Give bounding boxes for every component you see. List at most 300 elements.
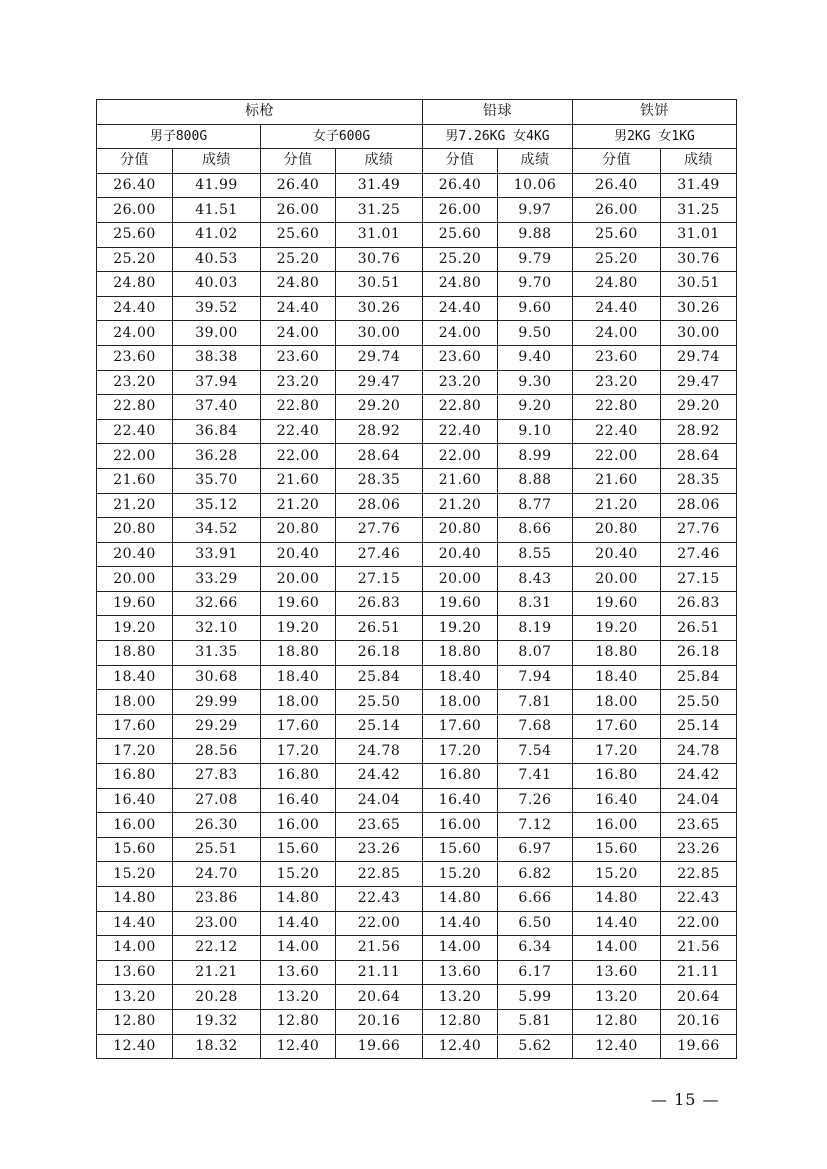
score-cell: 25.60 bbox=[97, 222, 173, 247]
col-header-result: 成绩 bbox=[336, 149, 423, 174]
result-cell: 9.88 bbox=[498, 222, 573, 247]
score-cell: 15.20 bbox=[423, 862, 498, 887]
result-cell: 31.49 bbox=[661, 173, 737, 198]
result-cell: 29.20 bbox=[336, 395, 423, 420]
result-cell: 29.99 bbox=[173, 690, 261, 715]
score-cell: 18.00 bbox=[261, 690, 336, 715]
result-cell: 27.15 bbox=[661, 567, 737, 592]
score-cell: 22.40 bbox=[97, 419, 173, 444]
result-cell: 25.14 bbox=[661, 714, 737, 739]
result-cell: 31.25 bbox=[661, 198, 737, 223]
score-cell: 25.20 bbox=[423, 247, 498, 272]
table-row bbox=[97, 616, 737, 641]
score-cell: 20.80 bbox=[573, 518, 661, 543]
result-cell: 9.40 bbox=[498, 345, 573, 370]
result-cell: 9.70 bbox=[498, 272, 573, 297]
result-cell: 18.32 bbox=[173, 1034, 261, 1059]
result-cell: 6.82 bbox=[498, 862, 573, 887]
score-cell: 20.40 bbox=[97, 542, 173, 567]
result-cell: 19.66 bbox=[336, 1034, 423, 1059]
result-cell: 23.65 bbox=[336, 813, 423, 838]
score-cell: 24.00 bbox=[261, 321, 336, 346]
score-cell: 23.60 bbox=[97, 345, 173, 370]
score-cell: 25.60 bbox=[573, 222, 661, 247]
subheader-row bbox=[97, 124, 737, 149]
score-cell: 16.80 bbox=[423, 764, 498, 789]
table-row bbox=[97, 493, 737, 518]
result-cell: 29.74 bbox=[661, 345, 737, 370]
result-cell: 9.60 bbox=[498, 296, 573, 321]
result-cell: 30.26 bbox=[661, 296, 737, 321]
result-cell: 21.56 bbox=[661, 936, 737, 961]
result-cell: 6.50 bbox=[498, 911, 573, 936]
score-cell: 15.20 bbox=[573, 862, 661, 887]
score-cell: 26.40 bbox=[261, 173, 336, 198]
score-cell: 24.40 bbox=[261, 296, 336, 321]
score-cell: 26.00 bbox=[573, 198, 661, 223]
score-cell: 16.80 bbox=[97, 764, 173, 789]
result-cell: 7.26 bbox=[498, 788, 573, 813]
score-cell: 15.60 bbox=[97, 837, 173, 862]
score-cell: 23.60 bbox=[261, 345, 336, 370]
result-cell: 38.38 bbox=[173, 345, 261, 370]
table-row bbox=[97, 321, 737, 346]
result-cell: 6.97 bbox=[498, 837, 573, 862]
result-cell: 26.51 bbox=[661, 616, 737, 641]
score-cell: 19.20 bbox=[573, 616, 661, 641]
result-cell: 6.17 bbox=[498, 960, 573, 985]
score-cell: 18.00 bbox=[423, 690, 498, 715]
result-cell: 9.50 bbox=[498, 321, 573, 346]
score-cell: 18.00 bbox=[573, 690, 661, 715]
score-cell: 16.80 bbox=[261, 764, 336, 789]
result-cell: 28.92 bbox=[336, 419, 423, 444]
score-cell: 21.60 bbox=[97, 468, 173, 493]
col-header-result: 成绩 bbox=[173, 149, 261, 174]
table-row bbox=[97, 542, 737, 567]
score-cell: 19.60 bbox=[423, 591, 498, 616]
result-cell: 24.42 bbox=[661, 764, 737, 789]
result-cell: 29.47 bbox=[336, 370, 423, 395]
score-cell: 16.40 bbox=[261, 788, 336, 813]
result-cell: 24.04 bbox=[336, 788, 423, 813]
result-cell: 20.16 bbox=[336, 1009, 423, 1034]
result-cell: 5.62 bbox=[498, 1034, 573, 1059]
score-cell: 13.20 bbox=[573, 985, 661, 1010]
result-cell: 33.91 bbox=[173, 542, 261, 567]
col-header-score: 分值 bbox=[97, 149, 173, 174]
result-cell: 7.41 bbox=[498, 764, 573, 789]
result-cell: 21.11 bbox=[336, 960, 423, 985]
result-cell: 22.43 bbox=[661, 887, 737, 912]
result-cell: 8.19 bbox=[498, 616, 573, 641]
table-row bbox=[97, 665, 737, 690]
score-cell: 18.40 bbox=[573, 665, 661, 690]
result-cell: 25.84 bbox=[336, 665, 423, 690]
result-cell: 29.29 bbox=[173, 714, 261, 739]
score-cell: 16.00 bbox=[423, 813, 498, 838]
score-cell: 16.80 bbox=[573, 764, 661, 789]
result-cell: 40.53 bbox=[173, 247, 261, 272]
score-cell: 13.20 bbox=[423, 985, 498, 1010]
score-cell: 24.80 bbox=[261, 272, 336, 297]
result-cell: 22.85 bbox=[336, 862, 423, 887]
table-row bbox=[97, 714, 737, 739]
score-cell: 20.00 bbox=[97, 567, 173, 592]
score-cell: 24.00 bbox=[97, 321, 173, 346]
table-row bbox=[97, 837, 737, 862]
score-cell: 20.00 bbox=[261, 567, 336, 592]
score-cell: 18.40 bbox=[423, 665, 498, 690]
score-cell: 17.60 bbox=[97, 714, 173, 739]
result-cell: 33.29 bbox=[173, 567, 261, 592]
score-cell: 23.20 bbox=[97, 370, 173, 395]
result-cell: 8.43 bbox=[498, 567, 573, 592]
table-row bbox=[97, 764, 737, 789]
table-row bbox=[97, 370, 737, 395]
result-cell: 8.77 bbox=[498, 493, 573, 518]
score-cell: 17.60 bbox=[423, 714, 498, 739]
result-cell: 6.66 bbox=[498, 887, 573, 912]
score-cell: 22.40 bbox=[261, 419, 336, 444]
score-cell: 15.60 bbox=[573, 837, 661, 862]
result-cell: 22.85 bbox=[661, 862, 737, 887]
score-cell: 14.00 bbox=[261, 936, 336, 961]
result-cell: 8.88 bbox=[498, 468, 573, 493]
result-cell: 27.15 bbox=[336, 567, 423, 592]
result-cell: 7.81 bbox=[498, 690, 573, 715]
score-cell: 24.80 bbox=[423, 272, 498, 297]
result-cell: 9.79 bbox=[498, 247, 573, 272]
score-cell: 14.80 bbox=[261, 887, 336, 912]
result-cell: 30.68 bbox=[173, 665, 261, 690]
result-cell: 30.51 bbox=[336, 272, 423, 297]
score-cell: 24.80 bbox=[97, 272, 173, 297]
result-cell: 28.35 bbox=[336, 468, 423, 493]
result-cell: 41.02 bbox=[173, 222, 261, 247]
result-cell: 35.12 bbox=[173, 493, 261, 518]
score-cell: 21.60 bbox=[261, 468, 336, 493]
score-cell: 26.00 bbox=[423, 198, 498, 223]
col-header-result: 成绩 bbox=[661, 149, 737, 174]
score-cell: 20.80 bbox=[423, 518, 498, 543]
result-cell: 31.25 bbox=[336, 198, 423, 223]
result-cell: 24.78 bbox=[336, 739, 423, 764]
table-row bbox=[97, 985, 737, 1010]
score-cell: 20.80 bbox=[97, 518, 173, 543]
result-cell: 30.00 bbox=[336, 321, 423, 346]
result-cell: 21.56 bbox=[336, 936, 423, 961]
score-cell: 20.00 bbox=[573, 567, 661, 592]
score-cell: 16.40 bbox=[573, 788, 661, 813]
column-header-row bbox=[97, 149, 737, 174]
shot-put-weights: 男7.26KG 女4KG bbox=[423, 124, 573, 149]
result-cell: 31.35 bbox=[173, 641, 261, 666]
result-cell: 9.30 bbox=[498, 370, 573, 395]
score-cell: 18.80 bbox=[573, 641, 661, 666]
score-cell: 12.80 bbox=[573, 1009, 661, 1034]
score-cell: 14.40 bbox=[423, 911, 498, 936]
score-cell: 12.40 bbox=[573, 1034, 661, 1059]
javelin-men-800g: 男子800G bbox=[97, 124, 261, 149]
score-cell: 18.80 bbox=[423, 641, 498, 666]
score-cell: 21.20 bbox=[97, 493, 173, 518]
score-cell: 14.80 bbox=[97, 887, 173, 912]
score-cell: 18.40 bbox=[97, 665, 173, 690]
score-cell: 17.20 bbox=[573, 739, 661, 764]
result-cell: 9.97 bbox=[498, 198, 573, 223]
result-cell: 8.07 bbox=[498, 641, 573, 666]
result-cell: 29.74 bbox=[336, 345, 423, 370]
score-cell: 17.60 bbox=[573, 714, 661, 739]
result-cell: 24.78 bbox=[661, 739, 737, 764]
table-row bbox=[97, 960, 737, 985]
result-cell: 21.11 bbox=[661, 960, 737, 985]
result-cell: 24.70 bbox=[173, 862, 261, 887]
col-header-result: 成绩 bbox=[498, 149, 573, 174]
table-row bbox=[97, 173, 737, 198]
score-cell: 21.60 bbox=[573, 468, 661, 493]
score-cell: 22.00 bbox=[261, 444, 336, 469]
result-cell: 28.56 bbox=[173, 739, 261, 764]
score-cell: 21.60 bbox=[423, 468, 498, 493]
table-row bbox=[97, 296, 737, 321]
score-cell: 15.60 bbox=[261, 837, 336, 862]
score-cell: 18.00 bbox=[97, 690, 173, 715]
result-cell: 27.46 bbox=[336, 542, 423, 567]
result-cell: 23.65 bbox=[661, 813, 737, 838]
table-row bbox=[97, 345, 737, 370]
score-cell: 20.80 bbox=[261, 518, 336, 543]
result-cell: 22.00 bbox=[661, 911, 737, 936]
result-cell: 41.99 bbox=[173, 173, 261, 198]
score-cell: 22.40 bbox=[423, 419, 498, 444]
score-cell: 26.40 bbox=[423, 173, 498, 198]
score-cell: 14.00 bbox=[423, 936, 498, 961]
table-row bbox=[97, 518, 737, 543]
score-cell: 16.40 bbox=[423, 788, 498, 813]
result-cell: 24.04 bbox=[661, 788, 737, 813]
score-cell: 12.40 bbox=[261, 1034, 336, 1059]
table-row bbox=[97, 862, 737, 887]
table-row bbox=[97, 1034, 737, 1059]
score-cell: 13.60 bbox=[573, 960, 661, 985]
result-cell: 26.83 bbox=[336, 591, 423, 616]
score-cell: 16.00 bbox=[573, 813, 661, 838]
result-cell: 31.49 bbox=[336, 173, 423, 198]
score-cell: 18.40 bbox=[261, 665, 336, 690]
score-cell: 21.20 bbox=[423, 493, 498, 518]
table-row bbox=[97, 198, 737, 223]
table-row bbox=[97, 222, 737, 247]
score-cell: 22.00 bbox=[97, 444, 173, 469]
score-cell: 22.00 bbox=[423, 444, 498, 469]
score-cell: 14.00 bbox=[573, 936, 661, 961]
result-cell: 36.28 bbox=[173, 444, 261, 469]
score-cell: 20.40 bbox=[573, 542, 661, 567]
score-cell: 12.80 bbox=[423, 1009, 498, 1034]
score-cell: 26.40 bbox=[97, 173, 173, 198]
score-cell: 24.00 bbox=[423, 321, 498, 346]
result-cell: 30.26 bbox=[336, 296, 423, 321]
result-cell: 23.00 bbox=[173, 911, 261, 936]
result-cell: 6.34 bbox=[498, 936, 573, 961]
result-cell: 22.43 bbox=[336, 887, 423, 912]
table-row bbox=[97, 395, 737, 420]
score-cell: 19.20 bbox=[97, 616, 173, 641]
score-cell: 15.20 bbox=[97, 862, 173, 887]
result-cell: 30.00 bbox=[661, 321, 737, 346]
score-cell: 13.60 bbox=[97, 960, 173, 985]
score-cell: 17.60 bbox=[261, 714, 336, 739]
table-row bbox=[97, 272, 737, 297]
result-cell: 27.83 bbox=[173, 764, 261, 789]
table-row bbox=[97, 567, 737, 592]
event-javelin: 标枪 bbox=[97, 100, 423, 125]
result-cell: 8.99 bbox=[498, 444, 573, 469]
result-cell: 36.84 bbox=[173, 419, 261, 444]
result-cell: 31.01 bbox=[661, 222, 737, 247]
score-table bbox=[96, 99, 737, 1059]
table-row bbox=[97, 739, 737, 764]
result-cell: 27.76 bbox=[336, 518, 423, 543]
score-cell: 19.60 bbox=[573, 591, 661, 616]
score-cell: 22.40 bbox=[573, 419, 661, 444]
result-cell: 7.12 bbox=[498, 813, 573, 838]
result-cell: 35.70 bbox=[173, 468, 261, 493]
result-cell: 25.50 bbox=[336, 690, 423, 715]
result-cell: 19.66 bbox=[661, 1034, 737, 1059]
result-cell: 24.42 bbox=[336, 764, 423, 789]
result-cell: 23.26 bbox=[661, 837, 737, 862]
score-cell: 23.60 bbox=[423, 345, 498, 370]
score-cell: 23.60 bbox=[573, 345, 661, 370]
result-cell: 5.99 bbox=[498, 985, 573, 1010]
table-row bbox=[97, 591, 737, 616]
result-cell: 28.06 bbox=[661, 493, 737, 518]
result-cell: 30.51 bbox=[661, 272, 737, 297]
event-shot-put: 铅球 bbox=[423, 100, 573, 125]
score-cell: 14.40 bbox=[261, 911, 336, 936]
score-cell: 19.20 bbox=[261, 616, 336, 641]
score-cell: 21.20 bbox=[261, 493, 336, 518]
result-cell: 39.00 bbox=[173, 321, 261, 346]
table-row bbox=[97, 813, 737, 838]
result-cell: 25.50 bbox=[661, 690, 737, 715]
result-cell: 37.40 bbox=[173, 395, 261, 420]
score-cell: 25.20 bbox=[261, 247, 336, 272]
event-discus: 铁饼 bbox=[573, 100, 737, 125]
result-cell: 7.54 bbox=[498, 739, 573, 764]
result-cell: 39.52 bbox=[173, 296, 261, 321]
result-cell: 27.46 bbox=[661, 542, 737, 567]
score-cell: 24.40 bbox=[573, 296, 661, 321]
table-row bbox=[97, 936, 737, 961]
score-cell: 15.20 bbox=[261, 862, 336, 887]
col-header-score: 分值 bbox=[423, 149, 498, 174]
result-cell: 8.55 bbox=[498, 542, 573, 567]
score-cell: 24.00 bbox=[573, 321, 661, 346]
score-cell: 13.60 bbox=[423, 960, 498, 985]
result-cell: 26.51 bbox=[336, 616, 423, 641]
table-row bbox=[97, 247, 737, 272]
score-cell: 23.20 bbox=[573, 370, 661, 395]
result-cell: 20.28 bbox=[173, 985, 261, 1010]
col-header-score: 分值 bbox=[261, 149, 336, 174]
score-cell: 24.40 bbox=[97, 296, 173, 321]
javelin-women-600g: 女子600G bbox=[261, 124, 423, 149]
result-cell: 28.64 bbox=[661, 444, 737, 469]
score-cell: 17.20 bbox=[423, 739, 498, 764]
score-cell: 21.20 bbox=[573, 493, 661, 518]
score-cell: 23.20 bbox=[423, 370, 498, 395]
result-cell: 22.12 bbox=[173, 936, 261, 961]
result-cell: 27.76 bbox=[661, 518, 737, 543]
score-cell: 23.20 bbox=[261, 370, 336, 395]
result-cell: 23.86 bbox=[173, 887, 261, 912]
result-cell: 5.81 bbox=[498, 1009, 573, 1034]
table-row bbox=[97, 444, 737, 469]
score-cell: 12.40 bbox=[423, 1034, 498, 1059]
result-cell: 25.51 bbox=[173, 837, 261, 862]
result-cell: 32.10 bbox=[173, 616, 261, 641]
score-cell: 20.00 bbox=[423, 567, 498, 592]
result-cell: 28.06 bbox=[336, 493, 423, 518]
score-cell: 19.60 bbox=[261, 591, 336, 616]
result-cell: 22.00 bbox=[336, 911, 423, 936]
table-row bbox=[97, 1009, 737, 1034]
result-cell: 28.92 bbox=[661, 419, 737, 444]
score-cell: 13.20 bbox=[97, 985, 173, 1010]
score-cell: 20.40 bbox=[261, 542, 336, 567]
score-cell: 22.80 bbox=[261, 395, 336, 420]
score-cell: 13.20 bbox=[261, 985, 336, 1010]
table-row bbox=[97, 641, 737, 666]
score-cell: 18.80 bbox=[261, 641, 336, 666]
result-cell: 19.32 bbox=[173, 1009, 261, 1034]
score-cell: 14.40 bbox=[573, 911, 661, 936]
result-cell: 9.10 bbox=[498, 419, 573, 444]
score-cell: 15.60 bbox=[423, 837, 498, 862]
table-row bbox=[97, 887, 737, 912]
discus-weights: 男2KG 女1KG bbox=[573, 124, 737, 149]
table-row bbox=[97, 911, 737, 936]
score-cell: 20.40 bbox=[423, 542, 498, 567]
result-cell: 20.64 bbox=[336, 985, 423, 1010]
table-row bbox=[97, 788, 737, 813]
result-cell: 8.31 bbox=[498, 591, 573, 616]
result-cell: 40.03 bbox=[173, 272, 261, 297]
score-cell: 16.40 bbox=[97, 788, 173, 813]
result-cell: 25.84 bbox=[661, 665, 737, 690]
score-cell: 24.40 bbox=[423, 296, 498, 321]
result-cell: 7.94 bbox=[498, 665, 573, 690]
score-cell: 22.80 bbox=[573, 395, 661, 420]
score-cell: 12.40 bbox=[97, 1034, 173, 1059]
score-cell: 14.00 bbox=[97, 936, 173, 961]
result-cell: 29.20 bbox=[661, 395, 737, 420]
table-row bbox=[97, 690, 737, 715]
score-cell: 22.80 bbox=[97, 395, 173, 420]
event-header-row bbox=[97, 100, 737, 125]
score-cell: 13.60 bbox=[261, 960, 336, 985]
score-cell: 19.20 bbox=[423, 616, 498, 641]
result-cell: 26.18 bbox=[336, 641, 423, 666]
result-cell: 27.08 bbox=[173, 788, 261, 813]
score-cell: 19.60 bbox=[97, 591, 173, 616]
result-cell: 23.26 bbox=[336, 837, 423, 862]
result-cell: 26.18 bbox=[661, 641, 737, 666]
